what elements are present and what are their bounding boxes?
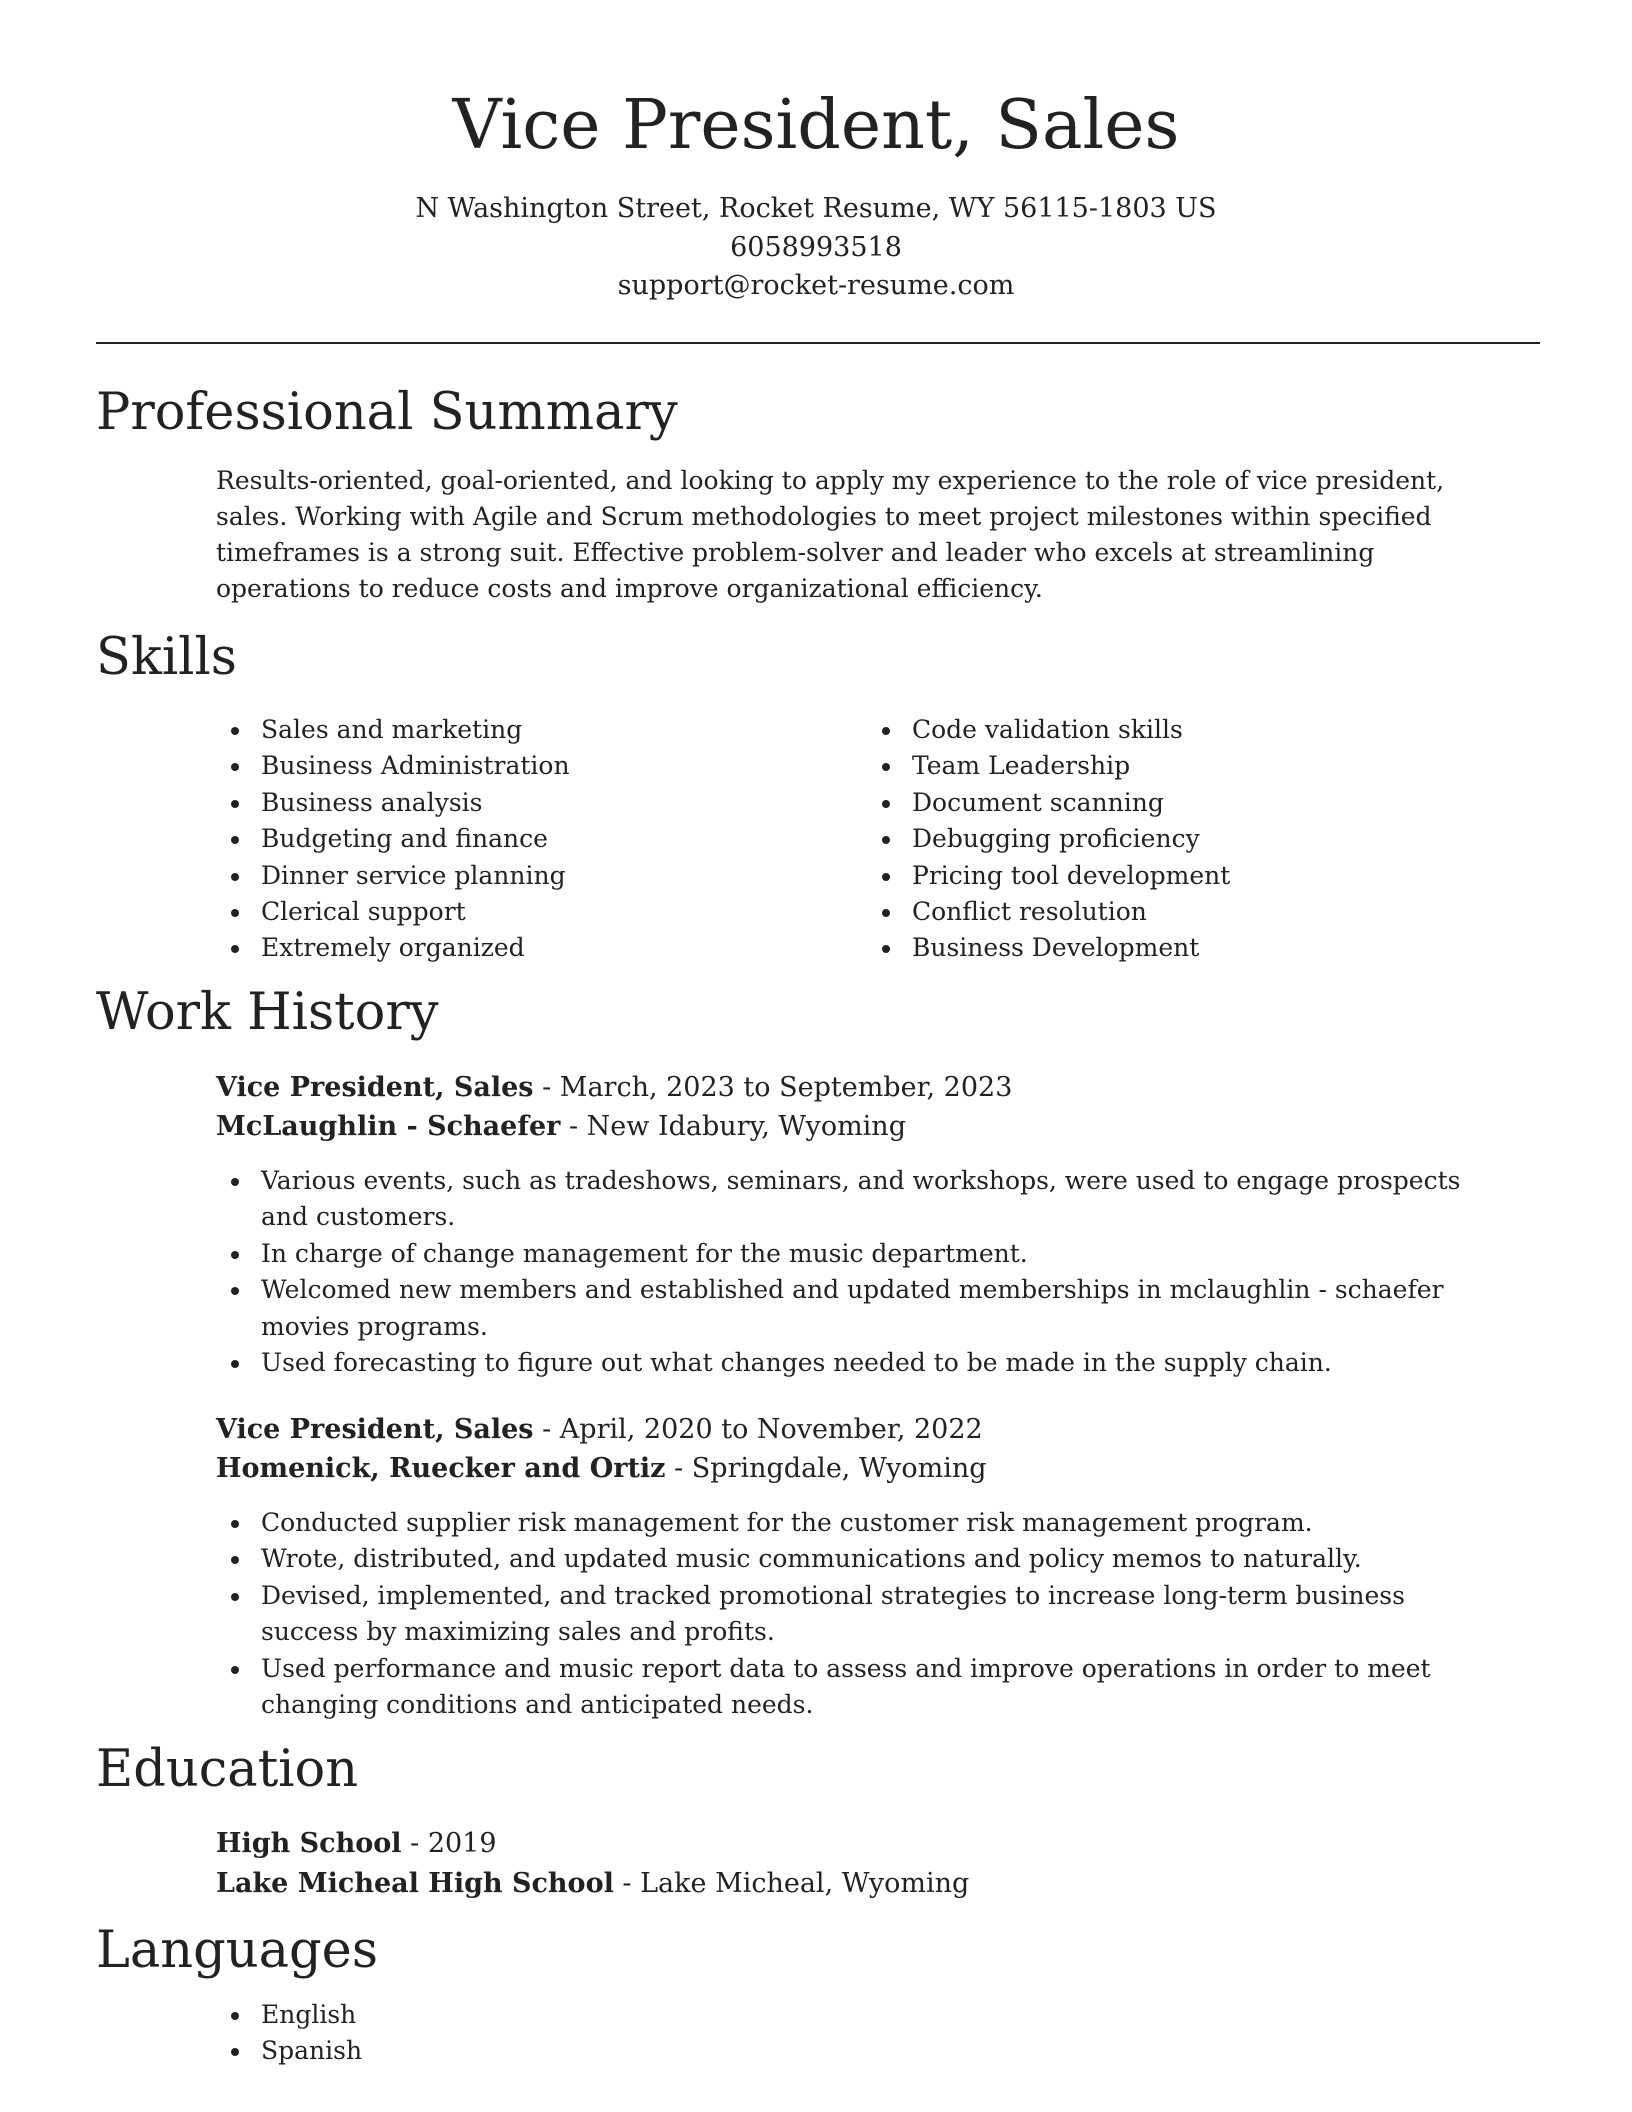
job-bullets — [216, 1505, 1506, 1723]
skills-list-left — [216, 712, 816, 967]
section-title-summary: Professional Summary — [96, 383, 678, 442]
candidate-name: Vice President, Sales — [452, 86, 1180, 165]
job-bullet: Used performance and music report data to assess and improve operations in order to meet changing conditions and anticipated needs. — [216, 1651, 1506, 1724]
languages-list — [216, 1997, 816, 2070]
contact-email: support@rocket-resume.com — [617, 270, 1015, 301]
skill-item: Business analysis — [216, 785, 816, 821]
job-company: Homenick, Ruecker and Ortiz — [216, 1453, 666, 1484]
job-role: Vice President, Sales — [216, 1414, 534, 1445]
skill-item: Debugging proficiency — [867, 821, 1467, 857]
section-title-education: Education — [96, 1740, 359, 1799]
section-title-work-history: Work History — [96, 983, 439, 1042]
job-bullet: Welcomed new members and established and updated memberships in mclaughlin - schaefer movies programs. — [216, 1272, 1506, 1345]
job-bullet: Conducted supplier risk management for the customer risk management program. — [216, 1505, 1506, 1541]
skill-item: Conflict resolution — [867, 894, 1467, 930]
job-location: - New Idabury, Wyoming — [560, 1111, 906, 1142]
skill-item: Business Development — [867, 930, 1467, 966]
education-school-line — [216, 1865, 969, 1903]
education-degree-line — [216, 1825, 497, 1863]
education-location: - Lake Micheal, Wyoming — [613, 1868, 970, 1899]
job-company-line — [216, 1450, 987, 1488]
education-year: - 2019 — [401, 1828, 497, 1859]
language-item: Spanish — [216, 2033, 816, 2069]
job-company-line — [216, 1108, 906, 1146]
job-bullet: In charge of change management for the music department. — [216, 1236, 1506, 1272]
job-title-line — [216, 1411, 983, 1449]
job-location: - Springdale, Wyoming — [665, 1453, 987, 1484]
job-role: Vice President, Sales — [216, 1072, 534, 1103]
skill-item: Team Leadership — [867, 748, 1467, 784]
job-bullet: Used forecasting to figure out what changes needed to be made in the supply chain. — [216, 1345, 1506, 1381]
job-bullets — [216, 1163, 1506, 1381]
skills-list-right — [867, 712, 1467, 967]
skill-item: Budgeting and finance — [216, 821, 816, 857]
skill-item: Document scanning — [867, 785, 1467, 821]
skill-item: Dinner service planning — [216, 858, 816, 894]
language-item: English — [216, 1997, 816, 2033]
contact-phone: 6058993518 — [730, 232, 902, 263]
summary-text: Results-oriented, goal-oriented, and looking to apply my experience to the role of vice president, sales. Working with Agile and Scrum methodologies to meet project milestones within specified timeframes is a strong suit. Effective problem-solver and leader who excels at streamlining operations to reduce costs and improve organizational efficiency. — [216, 466, 1445, 603]
skill-item: Business Administration — [216, 748, 816, 784]
education-school: Lake Micheal High School — [216, 1868, 614, 1899]
skill-item: Sales and marketing — [216, 712, 816, 748]
section-title-skills: Skills — [96, 628, 237, 687]
job-company: McLaughlin - Schaefer — [216, 1111, 561, 1142]
job-title-line — [216, 1069, 1012, 1107]
job-dates: - March, 2023 to September, 2023 — [533, 1072, 1013, 1103]
skill-item: Pricing tool development — [867, 858, 1467, 894]
header-divider — [96, 342, 1540, 344]
skill-item: Clerical support — [216, 894, 816, 930]
job-bullet: Wrote, distributed, and updated music communications and policy memos to naturally. — [216, 1541, 1506, 1577]
skill-item: Code validation skills — [867, 712, 1467, 748]
section-title-languages: Languages — [96, 1921, 379, 1980]
contact-address: N Washington Street, Rocket Resume, WY 56115-1803 US — [415, 193, 1217, 224]
education-degree: High School — [216, 1828, 402, 1859]
skill-item: Extremely organized — [216, 930, 816, 966]
job-bullet: Various events, such as tradeshows, seminars, and workshops, were used to engage prospects and customers. — [216, 1163, 1506, 1236]
job-bullet: Devised, implemented, and tracked promotional strategies to increase long-term business success by maximizing sales and profits. — [216, 1578, 1506, 1651]
job-dates: - April, 2020 to November, 2022 — [533, 1414, 983, 1445]
